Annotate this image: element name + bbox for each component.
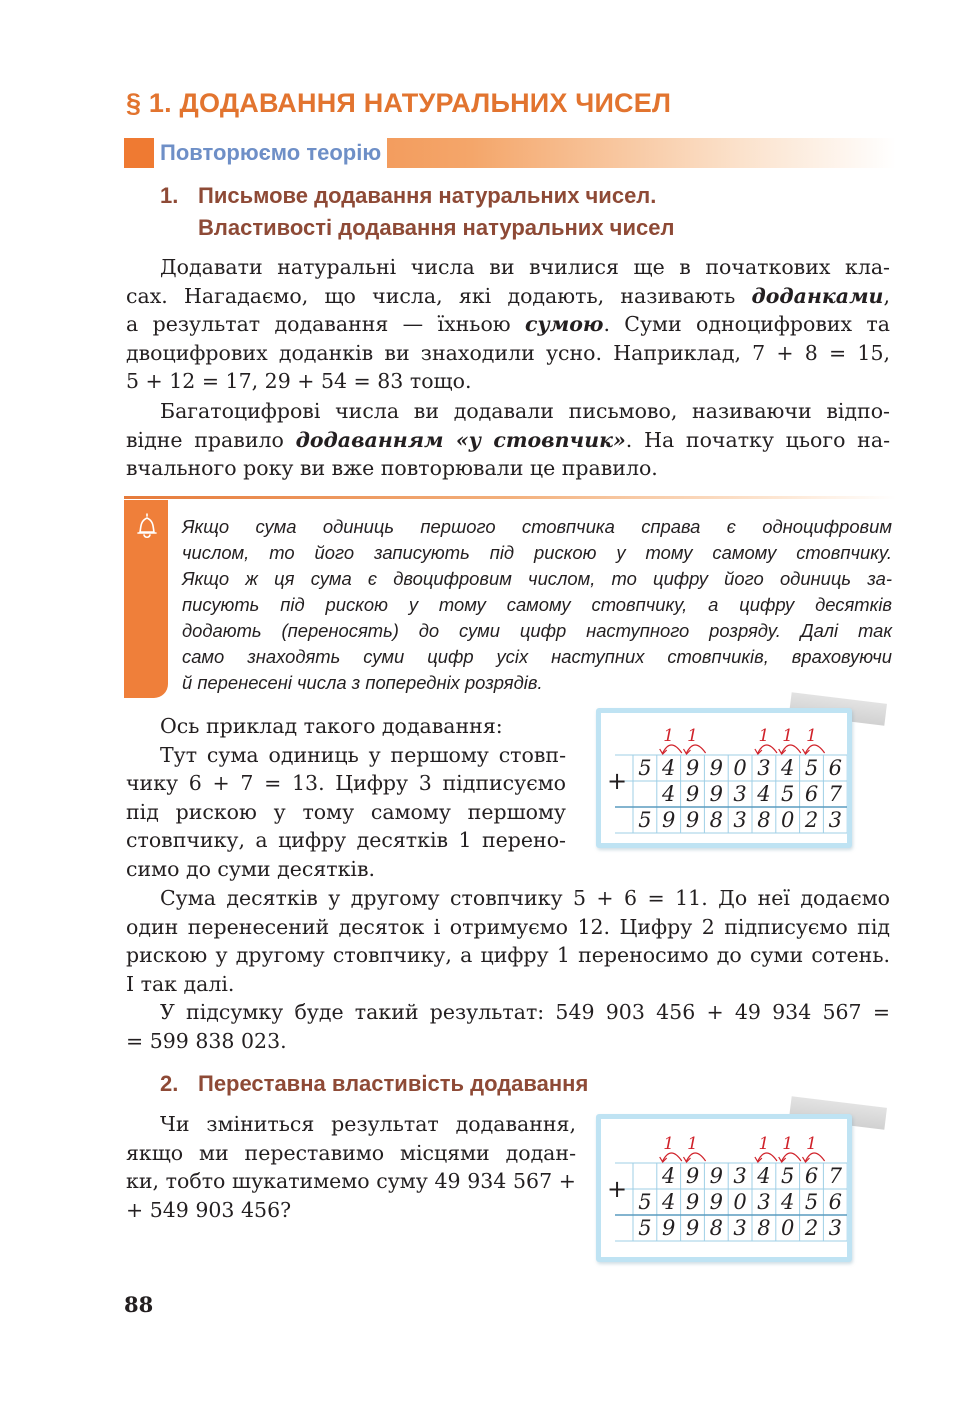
addition-board-1	[596, 708, 852, 848]
p4-line-1: Сума десятків у другому стовпчику 5 + 6 = 11. До неї додаємо	[160, 886, 890, 910]
board1-row2-digit: 9	[685, 782, 700, 806]
board1-row1-digit: 4	[781, 756, 795, 780]
p1-line-2-comma: ,	[883, 283, 890, 308]
board1-row2-digit: 5	[781, 782, 795, 806]
board2-row1-digit: 3	[733, 1164, 747, 1188]
p3-line-5: стовпчику, а цифру десятків 1 перено-	[126, 828, 566, 853]
term-column-addition: додаванням «у стовпчик»	[295, 427, 626, 452]
p1-line-2	[126, 282, 890, 311]
topic-2-title: Переставна властивість додавання	[198, 1071, 589, 1096]
board2-result-digit: 3	[733, 1216, 747, 1240]
topic-2-heading	[160, 1068, 588, 1100]
p6-line-4: + 549 903 456?	[126, 1197, 292, 1222]
rule-line-6: само знаходять суми цифр усіх наступних стовпчиків, враховуючи	[182, 646, 892, 667]
chapter-title: § 1. ДОДАВАННЯ НАТУРАЛЬНИХ ЧИСЕЛ	[126, 88, 672, 118]
paragraph-2	[126, 397, 890, 483]
addition-board-1-svg	[601, 713, 847, 843]
board1-result-digit: 2	[804, 808, 819, 832]
topic-1-title-line-1: Письмове додавання натуральних чисел.	[198, 183, 657, 208]
paragraph-5	[126, 998, 890, 1055]
board2-result-digit: 2	[804, 1216, 819, 1240]
board1-result-digit: 9	[685, 808, 700, 832]
rule-line-5: додають (переносять) до суми цифр наступного розряду. Далі так	[182, 620, 892, 641]
addition-board-2-svg	[601, 1119, 847, 1257]
board2-row1-digit: 9	[709, 1164, 723, 1188]
board2-result-digit: 0	[781, 1216, 795, 1240]
board1-row2-digit: 6	[804, 782, 819, 806]
section-banner-square	[124, 138, 154, 168]
board1-row2-digit: 4	[757, 782, 771, 806]
p4-line-3: рискою у другому стовпчику, а цифру 1 переносимо до суми сотень.	[126, 943, 890, 968]
rule-text	[182, 514, 892, 696]
board1-row2-digit: 3	[733, 782, 747, 806]
paragraph-3	[126, 712, 566, 884]
board1-result-digit: 8	[757, 808, 771, 832]
board2-row2-digit: 6	[828, 1190, 842, 1214]
board1-result-digit: 3	[733, 808, 747, 832]
paragraph-4	[126, 884, 890, 998]
board2-result-digit: 5	[638, 1216, 652, 1240]
board2-carry-digit: 1	[806, 1134, 817, 1154]
topic-1-number: 1.	[160, 183, 179, 208]
board2-row2-digit: 4	[781, 1190, 795, 1214]
board2-row1-digit: 4	[662, 1164, 676, 1188]
board2-row1-digit: 6	[804, 1164, 819, 1188]
board2-row1-digit: 9	[685, 1164, 700, 1188]
p5-line-1: У підсумку буде такий результат: 549 903 456 + 49 934 567 =	[160, 1000, 890, 1024]
page-number: 88	[124, 1292, 154, 1317]
board2-carry-digit: 1	[782, 1134, 794, 1154]
p3-line-1: Ось приклад такого додавання:	[160, 714, 503, 738]
board1-row2-digit: 7	[828, 782, 842, 806]
topic-1-heading	[160, 180, 674, 244]
p3-line-4: під рискою у тому самому першому	[126, 799, 566, 824]
board1-carry-digit: 1	[687, 726, 698, 746]
board1-carry-digit: 1	[782, 726, 794, 746]
section-label: Повторюємо теорію	[154, 138, 387, 168]
board2-row2-digit: 9	[685, 1190, 700, 1214]
board2-row1-digit: 5	[781, 1164, 795, 1188]
board2-row2-digit: 0	[733, 1190, 747, 1214]
board1-row2-digit: 9	[709, 782, 723, 806]
board2-carry-digit: 1	[758, 1134, 770, 1154]
paragraph-6	[126, 1110, 576, 1224]
p1-line-3-text: а результат додавання — їхньою	[126, 312, 525, 337]
board1-carry-digit: 1	[806, 726, 817, 746]
board1-result-digit: 0	[781, 808, 795, 832]
board1-result-digit: 9	[662, 808, 676, 832]
rule-line-7: й перенесені числа з попередніх розрядів.	[182, 672, 543, 693]
board1-result-digit: 5	[638, 808, 652, 832]
p3-line-2: Тут сума одиниць у першому стовп-	[160, 742, 566, 767]
board2-result-digit: 9	[662, 1216, 676, 1240]
rule-line-3: Якщо ж ця сума є двоцифровим числом, то цифру його одиниць за-	[182, 568, 892, 589]
board2-row1-digit: 7	[828, 1164, 842, 1188]
board2-result-digit: 8	[757, 1216, 771, 1240]
board2-result-digit: 8	[709, 1216, 723, 1240]
board1-row1-digit: 4	[662, 756, 676, 780]
topic-2-number: 2.	[160, 1071, 179, 1096]
p2-line-2	[126, 426, 890, 455]
board2-row2-digit: 5	[804, 1190, 819, 1214]
board2-row1-digit: 4	[757, 1164, 771, 1188]
board1-result-digit: 3	[828, 808, 842, 832]
board1-row2-digit: 4	[662, 782, 676, 806]
p1-line-3-rest: . Суми одноцифрових та	[603, 312, 890, 337]
board2-row2-digit: 3	[757, 1190, 771, 1214]
term-sumoyu: сумою	[525, 312, 604, 337]
p5-line-2: = 599 838 023.	[126, 1028, 287, 1053]
rule-top-line	[124, 496, 896, 499]
p4-line-4: І так далі.	[126, 971, 235, 996]
board2-carry-digit: 1	[687, 1134, 698, 1154]
board1-row1-digit: 5	[804, 756, 819, 780]
rule-line-1: Якщо сума одиниць першого стовпчика справа є одноцифровим	[182, 516, 892, 537]
board1-row1-digit: 9	[709, 756, 723, 780]
p2-line-1: Багатоцифрові числа ви додавали письмово, називаючи відпо-	[160, 399, 890, 423]
board2-row2-digit: 5	[638, 1190, 652, 1214]
p1-line-3	[126, 310, 890, 339]
topic-1-title-line-2: Властивості додавання натуральних чисел	[198, 215, 675, 240]
p4-line-2: один перенесений десяток і отримуємо 12. Цифру 2 підписуємо під	[126, 914, 890, 939]
board2-row2-digit: 4	[662, 1190, 676, 1214]
board2-plus-sign: +	[607, 1175, 628, 1203]
board1-carry-digit: 1	[663, 726, 675, 746]
board1-row1-digit: 9	[685, 756, 700, 780]
p1-line-4: двоцифрових доданків ви знаходили усно. Наприклад, 7 + 8 = 15,	[126, 340, 890, 365]
bell-icon	[134, 512, 160, 540]
board2-result-digit: 3	[828, 1216, 842, 1240]
board2-row2-digit: 9	[709, 1190, 723, 1214]
rule-line-2: числом, то його записують під рискою у тому самому стовпчику.	[182, 542, 892, 563]
term-dodanky: доданками	[751, 283, 884, 308]
p2-line-2-rest: . На початку цього на-	[625, 427, 890, 452]
board1-row1-digit: 6	[828, 756, 842, 780]
p2-line-3: вчального року ви вже повторювали це правило.	[126, 456, 658, 481]
board1-plus-sign: +	[607, 767, 628, 795]
p3-line-3: чику 6 + 7 = 13. Цифру 3 підписуємо	[126, 771, 566, 796]
board1-result-digit: 8	[709, 808, 723, 832]
rule-line-4: писують під рискою у тому самому стовпчику, а цифру десятків	[182, 594, 892, 615]
board1-row1-digit: 5	[638, 756, 652, 780]
board1-carry-digit: 1	[758, 726, 770, 746]
p2-line-2-text: відне правило	[126, 427, 296, 452]
p1-line-5: 5 + 12 = 17, 29 + 54 = 83 тощо.	[126, 369, 472, 394]
paragraph-1	[126, 253, 890, 396]
p3-line-6: симо до суми десятків.	[126, 856, 376, 881]
p6-line-3: ки, тобто шукатимемо суму 49 934 567 +	[126, 1169, 576, 1194]
p6-line-2: якщо ми переставимо місцями додан-	[126, 1140, 576, 1165]
board2-carry-digit: 1	[663, 1134, 675, 1154]
board1-row1-digit: 3	[757, 756, 771, 780]
p6-line-1: Чи зміниться результат додавання,	[160, 1112, 576, 1136]
p1-line-2-text: сах. Нагадаємо, що числа, які додають, називають	[126, 283, 752, 308]
board1-row1-digit: 0	[733, 756, 747, 780]
addition-board-2	[596, 1114, 852, 1262]
p1-line-1: Додавати натуральні числа ви вчилися ще в початкових кла-	[160, 255, 890, 279]
board2-result-digit: 9	[685, 1216, 700, 1240]
